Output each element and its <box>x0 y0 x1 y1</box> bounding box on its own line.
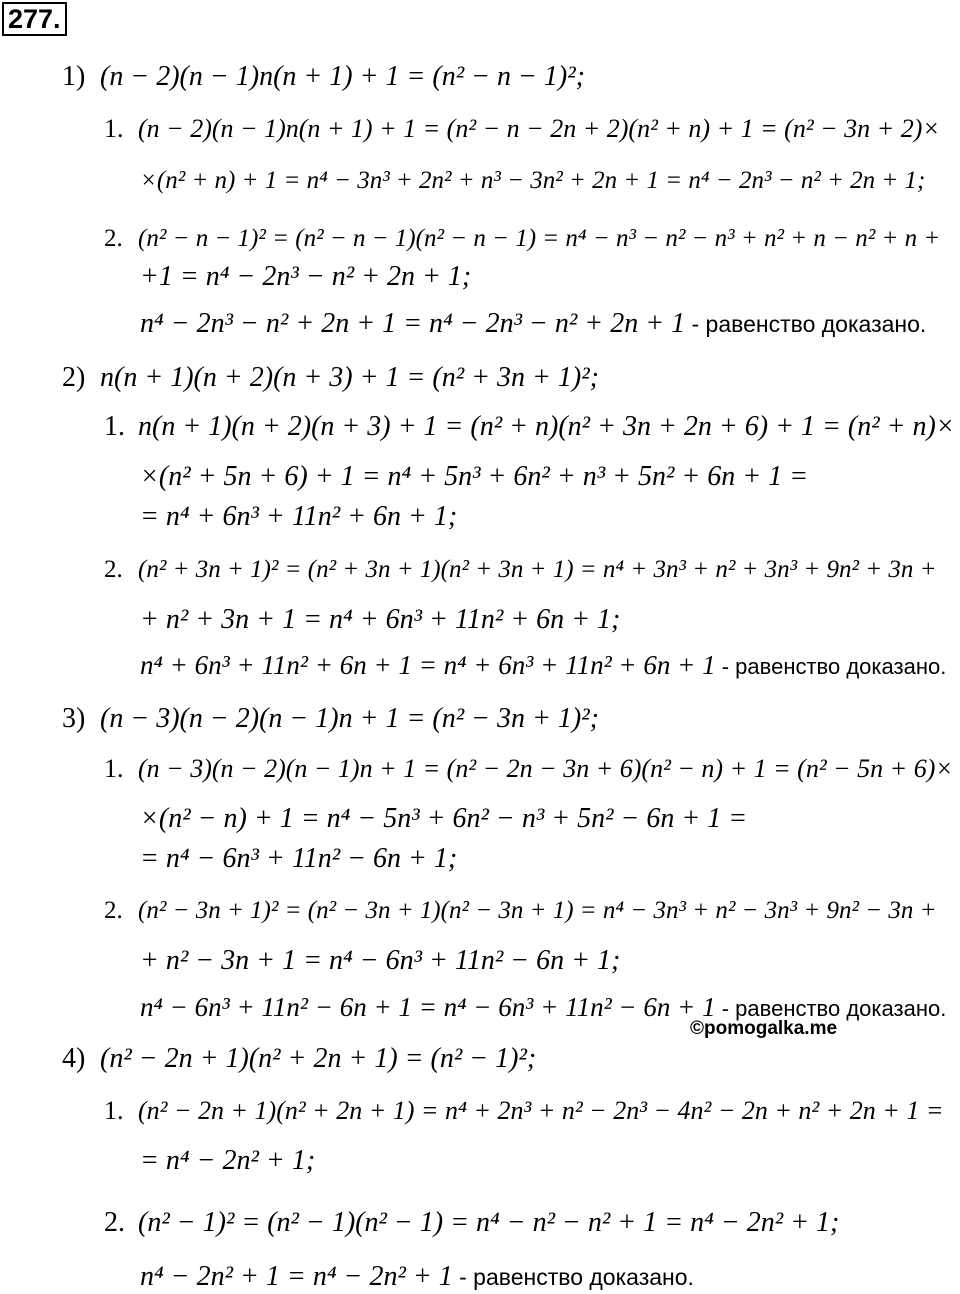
math-expression: (n − 3)(n − 2)(n − 1)n + 1 = (n² − 2n − 3n + 6)(n² − n) + 1 = (n² − 5n + 6)× <box>138 754 953 783</box>
step-label: 2. <box>104 556 123 583</box>
proof-note: - равенство доказано. <box>452 1264 694 1290</box>
math-line <box>140 944 620 978</box>
math-expression: (n² − 1)² = (n² − 1)(n² − 1) = n⁴ − n² − n² + 1 = n⁴ − 2n² + 1; <box>138 1207 840 1238</box>
math-line <box>140 1144 315 1178</box>
step-label: 1. <box>104 411 125 442</box>
task-number: 277. <box>2 2 67 36</box>
math-expression: ×(n² + n) + 1 = n⁴ − 3n³ + 2n² + n³ − 3n² + 2n + 1 = n⁴ − 2n³ − n² + 2n + 1; <box>140 167 926 194</box>
step-label: 2. <box>104 225 123 252</box>
math-expression: ×(n² − n) + 1 = n⁴ − 5n³ + 6n² − n³ + 5n² − 6n + 1 = <box>140 803 748 834</box>
step-label: 2. <box>104 897 123 924</box>
step-label: 1. <box>104 114 124 143</box>
math-line <box>140 802 747 836</box>
watermark: ©pomogalka.me <box>690 1018 838 1039</box>
step-label: 1) <box>62 61 86 92</box>
math-line <box>140 460 808 494</box>
math-expression: n⁴ − 2n² + 1 = n⁴ − 2n² + 1 <box>140 1261 453 1292</box>
step-label: 3) <box>62 703 86 734</box>
math-line <box>62 361 599 395</box>
math-expression: (n² − 2n + 1)(n² + 2n + 1) = (n² − 1)²; <box>100 1043 537 1074</box>
math-expression: (n − 2)(n − 1)n(n + 1) + 1 = (n² − n − 2n + 2)(n² + n) + 1 = (n² − 3n + 2)× <box>138 114 940 143</box>
math-line <box>104 553 937 587</box>
math-expression: (n² − 2n + 1)(n² + 2n + 1) = n⁴ + 2n³ + n² − 2n³ − 4n² − 2n + n² + 2n + 1 = <box>138 1096 944 1125</box>
math-expression: n(n + 1)(n + 2)(n + 3) + 1 = (n² + n)(n² + 3n + 2n + 6) + 1 = (n² + n)× <box>138 411 955 442</box>
math-line <box>62 702 599 736</box>
math-expression: (n² − 3n + 1)² = (n² − 3n + 1)(n² − 3n + 1) = n⁴ − 3n³ + n² − 3n³ + 9n² − 3n + <box>138 897 937 924</box>
math-line <box>104 222 940 256</box>
math-expression: = n⁴ − 2n² + 1; <box>140 1145 316 1176</box>
math-line <box>104 410 955 444</box>
math-expression: (n − 2)(n − 1)n(n + 1) + 1 = (n² − n − 1)²; <box>100 61 585 92</box>
step-label: 1. <box>104 1096 124 1125</box>
math-line <box>62 60 585 94</box>
math-expression: (n − 3)(n − 2)(n − 1)n + 1 = (n² − 3n + 1)²; <box>100 703 599 734</box>
math-expression: (n² − n − 1)² = (n² − n − 1)(n² − n − 1) = n⁴ − n³ − n² − n³ + n² + n − n² + n + <box>138 225 941 252</box>
math-line <box>104 112 940 146</box>
proof-note: - равенство доказано. <box>715 996 947 1021</box>
math-line <box>104 752 953 786</box>
math-line <box>140 842 457 876</box>
proof-note: - равенство доказано. <box>685 311 927 337</box>
math-line <box>140 164 925 198</box>
step-label: 2. <box>104 1207 125 1238</box>
math-expression: + n² + 3n + 1 = n⁴ + 6n³ + 11n² + 6n + 1; <box>140 604 621 635</box>
math-expression: n(n + 1)(n + 2)(n + 3) + 1 = (n² + 3n + 1)²; <box>100 362 599 393</box>
math-expression: (n² + 3n + 1)² = (n² + 3n + 1)(n² + 3n + 1) = n⁴ + 3n³ + n² + 3n³ + 9n² + 3n + <box>138 556 937 583</box>
math-line <box>104 1094 943 1128</box>
math-line <box>140 1260 694 1294</box>
math-expression: n⁴ + 6n³ + 11n² + 6n + 1 = n⁴ + 6n³ + 11n² + 6n + 1 <box>140 650 716 680</box>
math-line <box>62 1042 536 1076</box>
math-expression: ×(n² + 5n + 6) + 1 = n⁴ + 5n³ + 6n² + n³ + 5n² + 6n + 1 = <box>140 461 809 492</box>
math-expression: n⁴ − 2n³ − n² + 2n + 1 = n⁴ − 2n³ − n² + 2n + 1 <box>140 308 686 339</box>
math-line <box>140 500 457 534</box>
math-line <box>140 648 946 684</box>
math-line <box>140 603 620 637</box>
proof-note: - равенство доказано. <box>715 654 947 679</box>
step-label: 1. <box>104 754 124 783</box>
math-expression: +1 = n⁴ − 2n³ − n² + 2n + 1; <box>140 261 472 292</box>
step-label: 2) <box>62 362 86 393</box>
math-line <box>104 1206 839 1240</box>
math-expression: = n⁴ − 6n³ + 11n² − 6n + 1; <box>140 843 458 874</box>
math-line <box>140 307 926 341</box>
math-line <box>104 894 937 928</box>
math-expression: + n² − 3n + 1 = n⁴ − 6n³ + 11n² − 6n + 1; <box>140 945 621 976</box>
math-expression: n⁴ − 6n³ + 11n² − 6n + 1 = n⁴ − 6n³ + 11n² − 6n + 1 <box>140 992 716 1022</box>
math-line <box>140 260 471 294</box>
step-label: 4) <box>62 1043 86 1074</box>
math-expression: = n⁴ + 6n³ + 11n² + 6n + 1; <box>140 501 458 532</box>
